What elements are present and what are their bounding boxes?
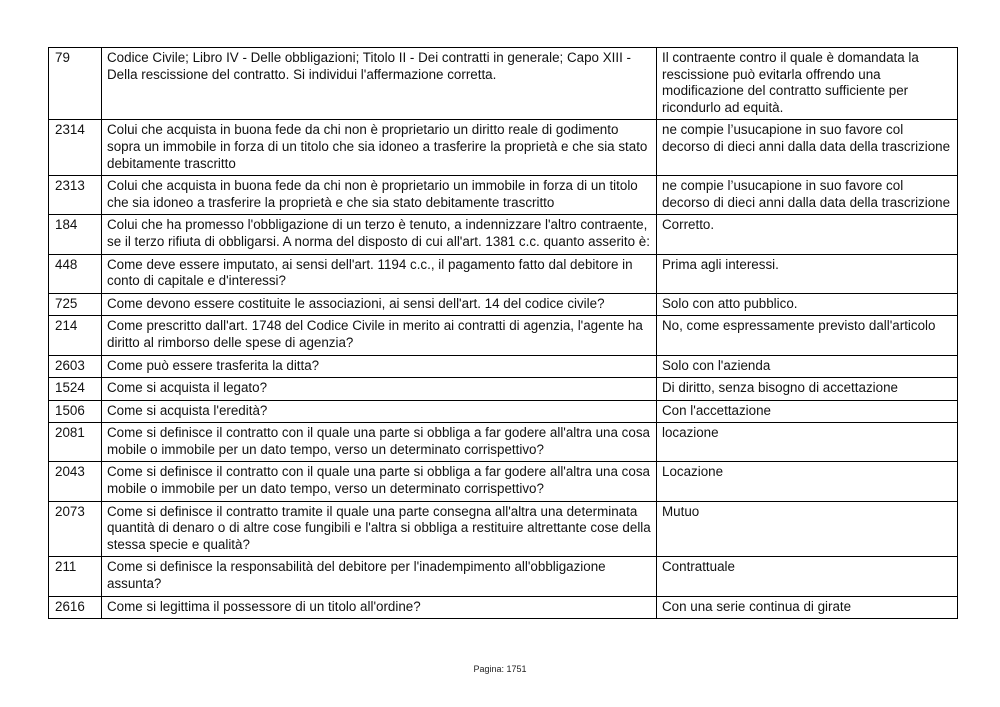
question-text: Come deve essere imputato, ai sensi dell'art. 1194 c.c., il pagamento fatto dal debitore in conto di capitale e d'interessi? bbox=[102, 254, 657, 293]
question-text: Come si definisce il contratto tramite il quale una parte consegna all'altra una determinata quantità di denaro o di altre cose fungibili e l'altra si obbliga a restituire altrettante cose della stessa specie e qualità? bbox=[102, 501, 657, 557]
answer-text: Locazione bbox=[657, 462, 958, 501]
page-number: Pagina: 1751 bbox=[473, 664, 527, 674]
table-row bbox=[49, 120, 958, 176]
question-text: Codice Civile; Libro IV - Delle obbligazioni; Titolo II - Dei contratti in generale; Capo XIII - Della rescissione del contratto. Si individui l'affermazione corretta. bbox=[102, 48, 657, 120]
question-text: Come si definisce il contratto con il quale una parte si obbliga a far godere all'altra una cosa mobile o immobile per un dato tempo, verso un determinato corrispettivo? bbox=[102, 423, 657, 462]
answer-text: Contrattuale bbox=[657, 557, 958, 596]
question-id: 2313 bbox=[49, 176, 102, 215]
question-text: Colui che acquista in buona fede da chi non è proprietario un diritto reale di godimento sopra un immobile in forza di un titolo che sia idoneo a trasferire la proprietà e che sia stato debitamente trascritto bbox=[102, 120, 657, 176]
question-table-container bbox=[48, 47, 957, 619]
table-row bbox=[49, 378, 958, 401]
question-id: 2603 bbox=[49, 355, 102, 378]
table-row bbox=[49, 316, 958, 355]
table-row bbox=[49, 557, 958, 596]
answer-text: Mutuo bbox=[657, 501, 958, 557]
answer-text: ne compie l’usucapione in suo favore col decorso di dieci anni dalla data della trascrizione bbox=[657, 120, 958, 176]
answer-text: Di diritto, senza bisogno di accettazione bbox=[657, 378, 958, 401]
question-table bbox=[48, 47, 958, 619]
question-text: Come si acquista il legato? bbox=[102, 378, 657, 401]
table-row bbox=[49, 400, 958, 423]
answer-text: locazione bbox=[657, 423, 958, 462]
question-text: Come devono essere costituite le associazioni, ai sensi dell'art. 14 del codice civile? bbox=[102, 293, 657, 316]
table-row bbox=[49, 596, 958, 619]
table-row bbox=[49, 293, 958, 316]
question-id: 214 bbox=[49, 316, 102, 355]
question-id: 1506 bbox=[49, 400, 102, 423]
table-row bbox=[49, 254, 958, 293]
question-id: 2081 bbox=[49, 423, 102, 462]
question-id: 79 bbox=[49, 48, 102, 120]
answer-text: Con una serie continua di girate bbox=[657, 596, 958, 619]
question-text: Come si acquista l'eredità? bbox=[102, 400, 657, 423]
question-id: 448 bbox=[49, 254, 102, 293]
table-row bbox=[49, 501, 958, 557]
answer-text: Solo con atto pubblico. bbox=[657, 293, 958, 316]
question-text: Come si legittima il possessore di un titolo all'ordine? bbox=[102, 596, 657, 619]
answer-text: Prima agli interessi. bbox=[657, 254, 958, 293]
answer-text: Corretto. bbox=[657, 215, 958, 254]
answer-text: Con l'accettazione bbox=[657, 400, 958, 423]
table-row bbox=[49, 462, 958, 501]
question-id: 2043 bbox=[49, 462, 102, 501]
question-text: Colui che ha promesso l'obbligazione di un terzo è tenuto, a indennizzare l'altro contraente, se il terzo rifiuta di obbligarsi. A norma del disposto di cui all'art. 1381 c.c. quanto asserito è: bbox=[102, 215, 657, 254]
answer-text: ne compie l’usucapione in suo favore col decorso di dieci anni dalla data della trascrizione bbox=[657, 176, 958, 215]
table-row bbox=[49, 423, 958, 462]
question-id: 211 bbox=[49, 557, 102, 596]
table-row bbox=[49, 48, 958, 120]
question-id: 2073 bbox=[49, 501, 102, 557]
question-id: 1524 bbox=[49, 378, 102, 401]
question-id: 2616 bbox=[49, 596, 102, 619]
answer-text: No, come espressamente previsto dall'articolo bbox=[657, 316, 958, 355]
question-text: Come si definisce la responsabilità del debitore per l'inadempimento all'obbligazione assunta? bbox=[102, 557, 657, 596]
question-id: 2314 bbox=[49, 120, 102, 176]
answer-text: Il contraente contro il quale è domandata la rescissione può evitarla offrendo una modificazione del contratto sufficiente per ricondurlo ad equità. bbox=[657, 48, 958, 120]
table-row bbox=[49, 215, 958, 254]
question-id: 184 bbox=[49, 215, 102, 254]
question-text: Come prescritto dall'art. 1748 del Codice Civile in merito ai contratti di agenzia, l'agente ha diritto al rimborso delle spese di agenzia? bbox=[102, 316, 657, 355]
table-row bbox=[49, 355, 958, 378]
table-row bbox=[49, 176, 958, 215]
question-id: 725 bbox=[49, 293, 102, 316]
question-text: Come può essere trasferita la ditta? bbox=[102, 355, 657, 378]
answer-text: Solo con l'azienda bbox=[657, 355, 958, 378]
question-text: Come si definisce il contratto con il quale una parte si obbliga a far godere all'altra una cosa mobile o immobile per un dato tempo, verso un determinato corrispettivo? bbox=[102, 462, 657, 501]
question-text: Colui che acquista in buona fede da chi non è proprietario un immobile in forza di un titolo che sia idoneo a trasferire la proprietà e che sia stato debitamente trascritto bbox=[102, 176, 657, 215]
